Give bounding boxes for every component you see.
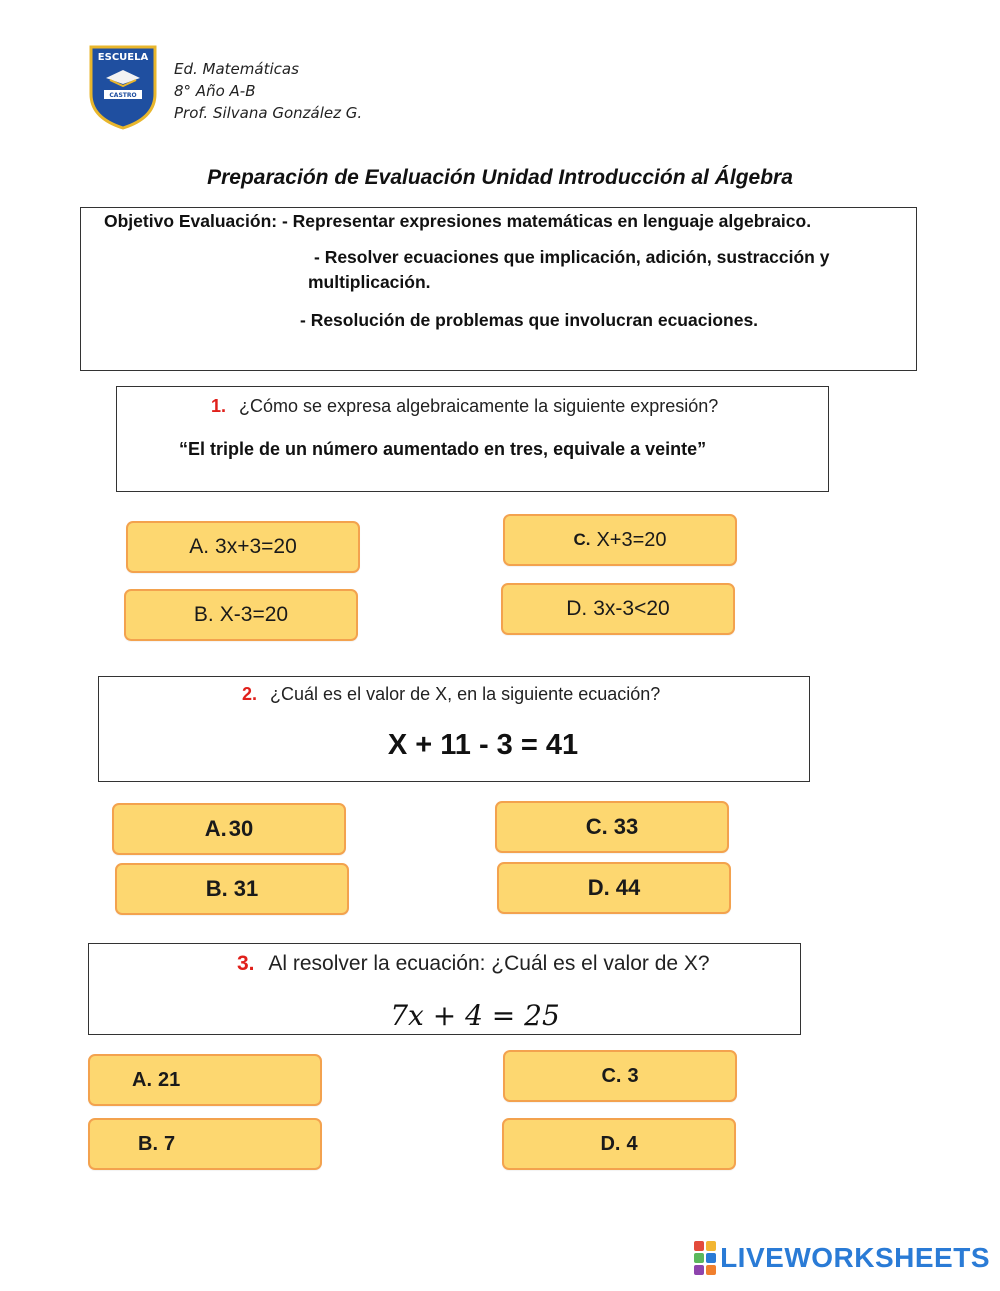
answer-value: X+3=20 [596,528,667,551]
answer-letter: C. [585,814,608,839]
q1-answer-b[interactable] [124,589,358,641]
q2-answer-b[interactable] [115,863,349,915]
q3-answer-a[interactable] [88,1054,322,1106]
q2-answer-c[interactable] [495,801,729,853]
question-1-prompt [211,396,718,417]
answer-letter: B. [193,603,214,626]
q1-answer-a[interactable] [126,521,360,573]
answer-letter: D. [566,597,588,620]
answer-value: 7 [164,1132,176,1155]
answer-value: 44 [615,875,641,900]
question-1-box [116,386,829,492]
question-3-box [88,943,801,1035]
q3-answer-d[interactable] [502,1118,736,1170]
question-3-equation: 7x + 4 = 25 [390,999,560,1032]
objective-line-3: multiplicación. [308,272,431,292]
question-2-prompt [242,684,660,705]
answer-letter: D. [587,875,610,900]
answer-letter: B. [205,876,228,901]
school-logo [88,44,158,130]
answer-letter: A. [189,535,210,558]
teacher-label: Prof. Silvana González G. [174,104,363,122]
subject-label: Ed. Matemáticas [174,60,299,78]
brand-logo-icon [694,1241,716,1275]
answer-value: 3 [627,1064,639,1087]
question-1-expression: “El triple de un número aumentado en tres, equivale a veinte” [179,439,707,459]
answer-value: 31 [233,876,259,901]
question-1-text: ¿Cómo se expresa algebraicamente la siguiente expresión? [239,396,719,416]
objective-line-4: - Resolución de problemas que involucran ecuaciones. [300,310,759,330]
answer-value: 3x-3<20 [593,597,670,620]
grade-label: 8° Año A-B [174,82,256,100]
question-2-text: ¿Cuál es el valor de X, en la siguiente ecuación? [270,684,661,704]
liveworksheets-brand [694,1241,990,1275]
q3-answer-c[interactable] [503,1050,737,1102]
answer-value: 33 [613,814,639,839]
answer-letter: A. [204,816,227,841]
q2-answer-d[interactable] [497,862,731,914]
q1-answer-c[interactable] [503,514,737,566]
question-2-equation: X + 11 - 3 = 41 [387,729,579,761]
logo-subtitle: CASTRO [109,92,137,99]
answer-value: 21 [158,1068,181,1091]
answer-value: 3x+3=20 [215,535,297,558]
question-2-box [98,676,810,782]
question-2-number: 2. [242,684,258,704]
objective-line-2: - Resolver ecuaciones que implicación, adición, sustracción y [314,247,830,267]
question-3-prompt [237,952,710,976]
q1-answer-d[interactable] [501,583,735,635]
school-info [174,58,362,124]
answer-value: X-3=20 [219,603,289,626]
answer-letter: B. [138,1132,158,1155]
answer-letter: A. [132,1068,152,1091]
answer-value: 4 [626,1132,638,1155]
answer-letter: D. [600,1132,621,1155]
q3-answer-b[interactable] [88,1118,322,1170]
answer-letter: C. [601,1064,622,1087]
question-1-number: 1. [211,396,227,416]
objective-line-1: Objetivo Evaluación: - Representar expresiones matemáticas en lenguaje algebraico. [104,211,812,231]
question-3-number: 3. [237,952,255,975]
answer-value: 30 [228,816,254,841]
objectives-box [80,207,917,371]
question-3-text: Al resolver la ecuación: ¿Cuál es el valor de X? [268,952,710,975]
brand-name: LIVEWORKSHEETS [720,1242,990,1273]
answer-letter: C. [573,530,591,549]
logo-title: ESCUELA [97,52,149,63]
page-title: Preparación de Evaluación Unidad Introducción al Álgebra [207,166,793,189]
q2-answer-a[interactable] [112,803,346,855]
